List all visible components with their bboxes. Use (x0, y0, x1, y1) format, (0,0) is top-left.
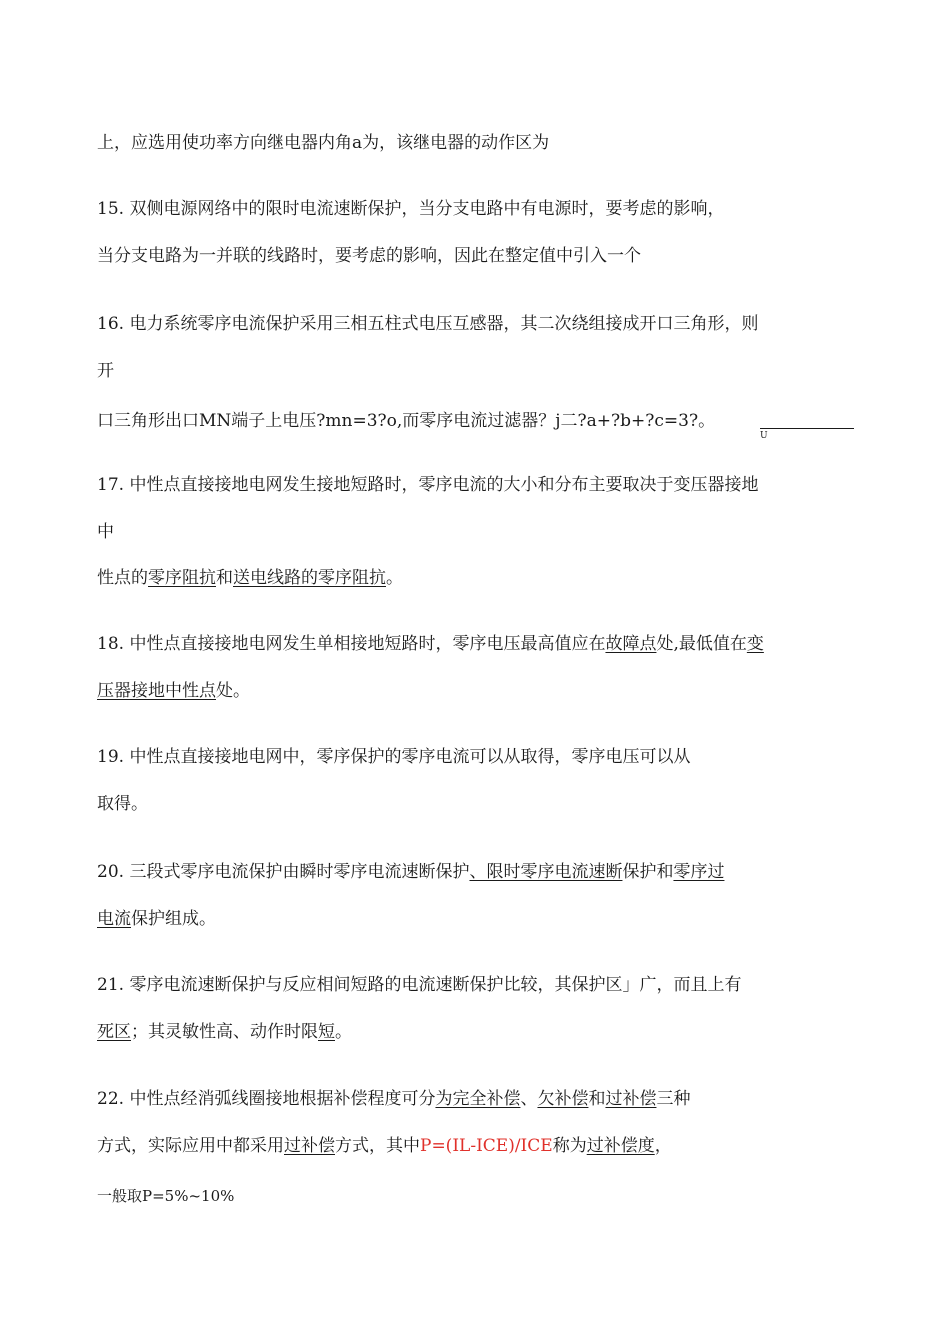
text: 取得。 (97, 794, 148, 814)
text: 方式，实际应用中都采用 (97, 1136, 284, 1156)
text: 、 (520, 1089, 538, 1109)
text: 和 (216, 568, 233, 588)
text: 和 (588, 1089, 606, 1109)
question-16-line-1 (97, 312, 890, 336)
text: 。 (386, 568, 403, 588)
formula-highlight: P=(IL-ICE)/ICE (420, 1136, 553, 1156)
question-15-line-2 (97, 244, 890, 268)
question-20-line-1 (97, 860, 890, 884)
question-19-line-1 (97, 745, 890, 769)
question-16-line-3 (97, 409, 890, 433)
text: 一般取P=5%~10% (97, 1187, 235, 1205)
text: 。 (335, 1022, 352, 1042)
text: 口三角形出口MN端子上电压?mn=3?o,而零序电流过滤器？j二?a+?b+?c=3?。 (97, 411, 716, 431)
text: 方式，其中 (335, 1136, 420, 1156)
text: 19. 中性点直接接地电网中，零序保护的零序电流可以从取得，零序电压可以从 (97, 747, 691, 767)
text: 保护组成。 (131, 909, 216, 929)
text: 性点的 (97, 568, 148, 588)
text: 上，应选用使功率方向继电器内角a为，该继电器的动作区为 (97, 133, 550, 153)
question-22-line-3 (97, 1184, 890, 1208)
paragraph-continuation (97, 131, 890, 155)
question-18-line-2 (97, 679, 890, 703)
text: ， (654, 1136, 672, 1156)
text: 中 (97, 522, 114, 542)
text: 处,最低值在 (656, 634, 747, 654)
answer-underlined: 过补偿度 (586, 1136, 655, 1156)
answer-underlined: 送电线路的零序阻抗 (233, 568, 386, 588)
answer-underlined: 欠补偿 (537, 1089, 589, 1109)
question-18-line-1 (97, 632, 890, 656)
answer-underlined: 过补偿 (284, 1136, 335, 1156)
text: 22. 中性点经消弧线圈接地根据补偿程度可分 (97, 1089, 436, 1109)
question-21-line-1 (97, 973, 890, 997)
answer-underlined: 变 (746, 634, 764, 654)
answer-underlined: 死区 (97, 1022, 131, 1042)
answer-underlined: 电流 (97, 909, 131, 929)
answer-underlined: 、限时零序电流速断 (469, 862, 623, 882)
question-22-line-1 (97, 1087, 890, 1111)
answer-underlined: 零序阻抗 (148, 568, 216, 588)
question-19-line-2 (97, 792, 890, 816)
question-20-line-2 (97, 907, 890, 931)
question-21-line-2 (97, 1020, 890, 1044)
text: 当分支电路为一并联的线路时，要考虑的影响，因此在整定值中引入一个 (97, 246, 641, 266)
answer-underlined: 为完全补偿 (435, 1089, 521, 1109)
question-16-line-2 (97, 359, 890, 383)
answer-underlined: 过补偿 (605, 1089, 657, 1109)
text: 21. 零序电流速断保护与反应相间短路的电流速断保护比较，其保护区」广，而且上有 (97, 975, 742, 995)
text: ；其灵敏性高、动作时限 (131, 1022, 318, 1042)
text: 20. 三段式零序电流保护由瞬时零序电流速断保护 (97, 862, 470, 882)
question-17-line-2 (97, 520, 890, 544)
text: 三种 (656, 1089, 691, 1109)
answer-underlined: 故障点 (605, 634, 657, 654)
text: 保护和 (622, 862, 674, 882)
text: 18. 中性点直接接地电网发生单相接地短路时，零序电压最高值应在 (97, 634, 606, 654)
text: 称为 (552, 1136, 587, 1156)
text: 处。 (216, 681, 250, 701)
text: 15. 双侧电源网络中的限时电流速断保护，当分支电路中有电源时，要考虑的影响， (97, 199, 725, 219)
question-17-line-1 (97, 473, 890, 497)
question-17-line-3 (97, 566, 890, 590)
text: 开 (97, 361, 114, 381)
answer-underlined: 零序过 (673, 862, 725, 882)
answer-underlined: 压器接地中性点 (97, 681, 216, 701)
question-22-line-2 (97, 1134, 890, 1158)
text: 17. 中性点直接接地电网发生接地短路时，零序电流的大小和分布主要取决于变压器接地 (97, 475, 759, 495)
question-15-line-1 (97, 197, 890, 221)
text: 16. 电力系统零序电流保护采用三相五柱式电压互感器，其二次绕组接成开口三角形，则 (97, 314, 759, 334)
small-mark: U (760, 431, 768, 441)
answer-blank-line (760, 428, 854, 429)
answer-underlined: 短 (318, 1022, 335, 1042)
